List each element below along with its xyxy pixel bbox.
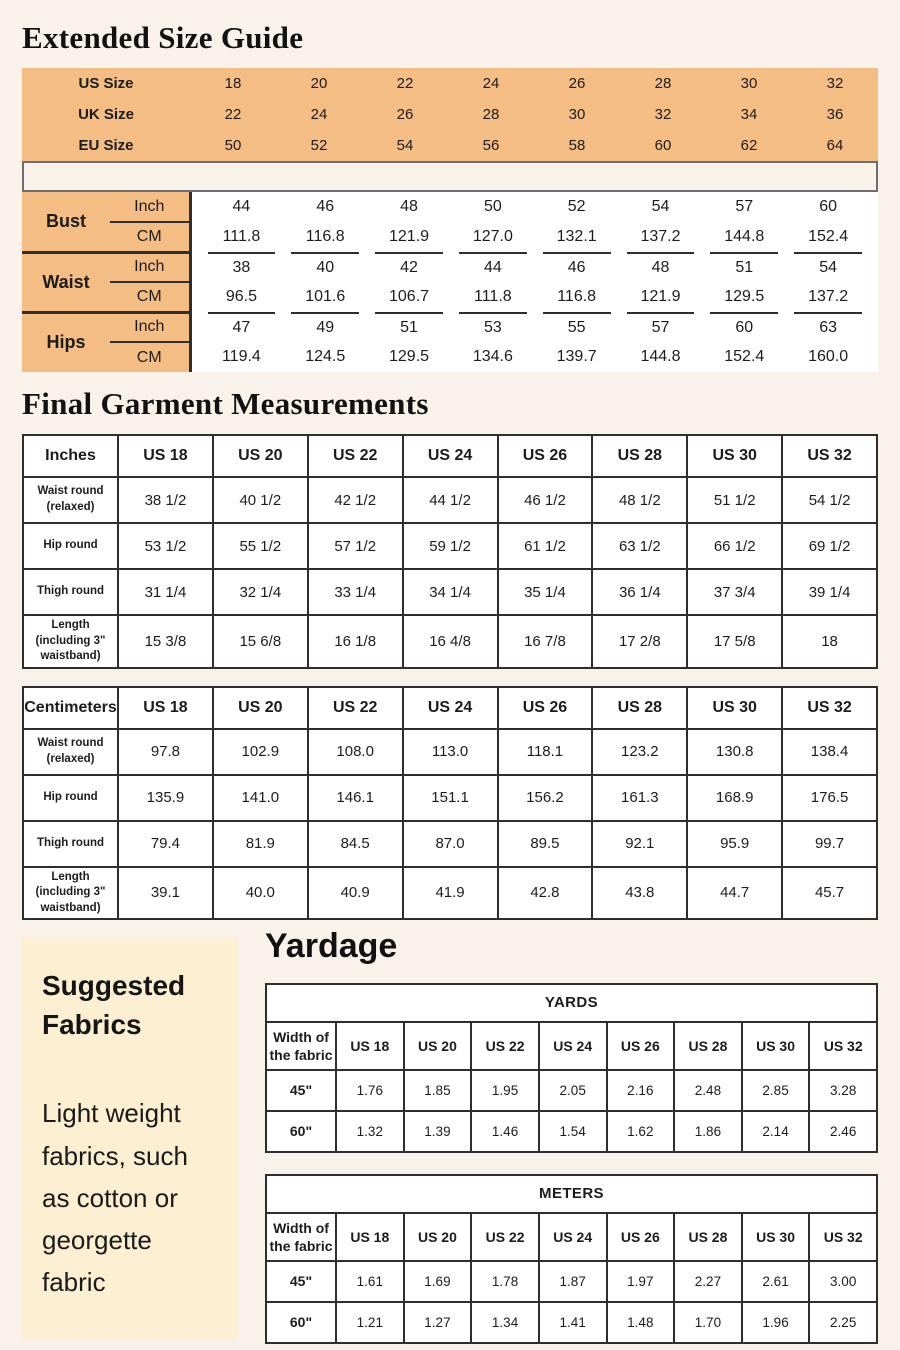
- table-cell: 2.16: [607, 1070, 675, 1111]
- table-cell: 16 7/8: [498, 615, 593, 668]
- table-cell: 132.1: [556, 228, 597, 245]
- corner-header-inches: Inches: [23, 435, 118, 477]
- table-cell: 49: [291, 312, 359, 342]
- table-cell: 59 1/2: [403, 523, 498, 569]
- row-label-us-size: US Size: [78, 75, 134, 92]
- table-cell: US 32: [782, 435, 877, 477]
- unit-label-cm: CM: [110, 282, 190, 312]
- table-cell: 17 2/8: [592, 615, 687, 668]
- table-cell: 32 1/4: [213, 569, 308, 615]
- table-cell: 144.8: [640, 348, 681, 365]
- table-cell: 38: [208, 252, 276, 282]
- header-row: [23, 687, 877, 729]
- table-row: [23, 477, 877, 523]
- table-cell: US 18: [118, 435, 213, 477]
- table-cell: 95.9: [687, 821, 782, 867]
- table-cell: 2.27: [674, 1261, 742, 1302]
- measure-label-waist: Waist: [22, 252, 110, 312]
- corner-header-fabric-width: Width of the fabric: [266, 1213, 336, 1261]
- table-cell: 1.78: [471, 1261, 539, 1302]
- table-cell: US 26: [498, 687, 593, 729]
- table-cell: 1.97: [607, 1261, 675, 1302]
- table-row: [208, 312, 863, 342]
- bottom-section: [22, 926, 900, 1344]
- table-cell: 40: [291, 252, 359, 282]
- table-cell: 1.54: [539, 1111, 607, 1152]
- table-cell: US 26: [607, 1213, 675, 1261]
- table-cell: 39 1/4: [782, 569, 877, 615]
- body-measurements-values: [192, 192, 879, 372]
- table-cell: 1.39: [404, 1111, 472, 1152]
- row-label-45in: 45": [266, 1070, 336, 1111]
- header-row: [23, 435, 877, 477]
- yardage-table-yards: [265, 983, 878, 1153]
- table-cell: 18: [782, 615, 877, 668]
- row-label-60in: 60": [266, 1111, 336, 1152]
- table-row: [23, 729, 877, 775]
- table-cell: 46 1/2: [498, 477, 593, 523]
- table-row: [22, 68, 878, 99]
- unit-label-cm: CM: [110, 342, 190, 372]
- table-title-row: [266, 984, 877, 1022]
- body-measurements-table: [22, 192, 878, 372]
- page-title: Extended Size Guide: [22, 20, 304, 55]
- table-cell: 57 1/2: [308, 523, 403, 569]
- table-cell: 55: [543, 312, 611, 342]
- table-cell: 48: [627, 252, 695, 282]
- table-cell: 156.2: [498, 775, 593, 821]
- table-cell: 79.4: [118, 821, 213, 867]
- table-row: [22, 252, 190, 282]
- row-label-thigh-round: Thigh round: [23, 821, 118, 867]
- table-cell: 15 6/8: [213, 615, 308, 668]
- table-cell: 62: [740, 137, 758, 154]
- garment-table-inches: [22, 434, 878, 669]
- table-cell: 160.0: [808, 348, 849, 365]
- meters-table-title: METERS: [266, 1175, 877, 1213]
- table-cell: 46: [316, 198, 335, 215]
- table-cell: US 20: [404, 1213, 472, 1261]
- table-cell: 146.1: [308, 775, 403, 821]
- table-cell: 35 1/4: [498, 569, 593, 615]
- table-cell: 1.70: [674, 1302, 742, 1343]
- table-cell: 63 1/2: [592, 523, 687, 569]
- table-cell: 52: [310, 137, 328, 154]
- table-cell: 28: [654, 75, 672, 92]
- suggested-fabrics-heading: Suggested Fabrics: [42, 970, 186, 1041]
- table-row: [266, 1261, 877, 1302]
- table-cell: 34 1/4: [403, 569, 498, 615]
- table-cell: 1.86: [674, 1111, 742, 1152]
- table-cell: 69 1/2: [782, 523, 877, 569]
- table-cell: 97.8: [118, 729, 213, 775]
- table-row: [23, 569, 877, 615]
- table-cell: US 18: [336, 1213, 404, 1261]
- corner-header-centimeters: Centimeters: [23, 687, 118, 729]
- table-cell: 48: [400, 198, 418, 215]
- table-cell: US 32: [809, 1213, 877, 1261]
- table-cell: 129.5: [389, 348, 430, 365]
- table-cell: 60: [654, 137, 672, 154]
- table-cell: 38 1/2: [118, 477, 213, 523]
- table-cell: 54: [651, 198, 670, 215]
- table-cell: 1.34: [471, 1302, 539, 1343]
- table-cell: 28: [482, 106, 500, 123]
- table-cell: 81.9: [213, 821, 308, 867]
- corner-header-fabric-width: Width of the fabric: [266, 1022, 336, 1070]
- table-cell: US 30: [687, 435, 782, 477]
- table-cell: 24: [482, 75, 500, 92]
- table-cell: US 30: [742, 1213, 810, 1261]
- table-cell: 99.7: [782, 821, 877, 867]
- row-label-length: Length (including 3" waistband): [23, 615, 118, 668]
- table-cell: 60: [710, 312, 778, 342]
- table-cell: US 26: [607, 1022, 675, 1070]
- table-cell: 134.6: [472, 348, 513, 365]
- table-cell: 60: [819, 198, 837, 215]
- table-cell: 32: [826, 75, 844, 92]
- table-title-row: [266, 1175, 877, 1213]
- table-cell: 141.0: [213, 775, 308, 821]
- yardage-table-meters: [265, 1174, 878, 1344]
- unit-label-inch: Inch: [110, 312, 190, 342]
- garment-table-centimeters: [22, 686, 878, 921]
- table-cell: 41.9: [403, 867, 498, 920]
- table-cell: 57: [735, 198, 754, 215]
- table-cell: 1.95: [471, 1070, 539, 1111]
- table-cell: 63: [794, 312, 862, 342]
- row-label-thigh-round: Thigh round: [23, 569, 118, 615]
- table-cell: 139.7: [556, 348, 597, 365]
- body-measurements-labels: [22, 192, 192, 372]
- table-cell: 51: [375, 312, 443, 342]
- measure-label-hips: Hips: [22, 312, 110, 372]
- yards-table-title: YARDS: [266, 984, 877, 1022]
- table-cell: 1.46: [471, 1111, 539, 1152]
- table-cell: 1.21: [336, 1302, 404, 1343]
- suggested-fabrics-panel: [22, 938, 238, 1340]
- table-cell: US 22: [308, 687, 403, 729]
- yardage-title: Yardage: [265, 927, 398, 966]
- table-cell: 127.0: [472, 228, 513, 245]
- table-cell: 151.1: [403, 775, 498, 821]
- table-cell: 3.28: [809, 1070, 877, 1111]
- table-cell: 40.0: [213, 867, 308, 920]
- table-cell: 1.85: [404, 1070, 472, 1111]
- body-measurements-values-table: [192, 192, 879, 372]
- table-cell: 161.3: [592, 775, 687, 821]
- table-row: [208, 342, 863, 372]
- table-row: [23, 775, 877, 821]
- table-cell: US 32: [782, 687, 877, 729]
- blank-row: [22, 161, 878, 192]
- table-cell: 40 1/2: [213, 477, 308, 523]
- table-row: [208, 192, 863, 222]
- table-cell: 3.00: [809, 1261, 877, 1302]
- table-row: [22, 130, 878, 161]
- table-cell: 84.5: [308, 821, 403, 867]
- table-cell: 176.5: [782, 775, 877, 821]
- table-cell: 119.4: [221, 348, 261, 365]
- row-label-60in: 60": [266, 1302, 336, 1343]
- table-cell: 2.14: [742, 1111, 810, 1152]
- table-cell: 152.4: [724, 348, 765, 365]
- table-cell: 15 3/8: [118, 615, 213, 668]
- table-cell: 53 1/2: [118, 523, 213, 569]
- table-cell: 54: [794, 252, 862, 282]
- table-cell: 124.5: [305, 348, 346, 365]
- table-cell: 1.69: [404, 1261, 472, 1302]
- table-cell: US 28: [592, 435, 687, 477]
- table-cell: 130.8: [687, 729, 782, 775]
- table-cell: 106.7: [389, 288, 430, 305]
- table-cell: US 24: [539, 1022, 607, 1070]
- table-cell: 31 1/4: [118, 569, 213, 615]
- table-row: [266, 1302, 877, 1343]
- table-row: [208, 282, 863, 312]
- table-cell: 138.4: [782, 729, 877, 775]
- table-cell: 33 1/4: [308, 569, 403, 615]
- table-row: [22, 312, 190, 342]
- table-cell: US 22: [308, 435, 403, 477]
- table-cell: 87.0: [403, 821, 498, 867]
- header-row: [266, 1022, 877, 1070]
- table-cell: 121.9: [640, 288, 681, 305]
- table-row: [266, 1070, 877, 1111]
- table-cell: 57: [627, 312, 695, 342]
- header-row: [266, 1213, 877, 1261]
- table-cell: 18: [224, 75, 242, 92]
- suggested-fabrics-text: Light weight fabrics, such as cotton or georgette fabric: [42, 1098, 188, 1297]
- table-cell: 54: [396, 137, 414, 154]
- unit-label-cm: CM: [110, 222, 190, 252]
- table-cell: 44: [232, 198, 251, 215]
- table-cell: 50: [224, 137, 242, 154]
- table-cell: 42: [375, 252, 443, 282]
- table-cell: 44: [459, 252, 527, 282]
- table-cell: 1.41: [539, 1302, 607, 1343]
- table-cell: 37 3/4: [687, 569, 782, 615]
- table-cell: 137.2: [640, 228, 681, 245]
- table-cell: 129.5: [724, 288, 765, 305]
- table-cell: 121.9: [389, 228, 430, 245]
- table-cell: 42 1/2: [308, 477, 403, 523]
- table-cell: 1.48: [607, 1302, 675, 1343]
- yardage-section: [265, 926, 878, 1344]
- table-row: [23, 821, 877, 867]
- row-label-length: Length (including 3" waistband): [23, 867, 118, 920]
- table-cell: 2.48: [674, 1070, 742, 1111]
- table-row: [22, 192, 190, 222]
- table-cell: 58: [568, 137, 586, 154]
- table-cell: US 28: [674, 1022, 742, 1070]
- row-label-uk-size: UK Size: [78, 106, 134, 123]
- row-label-45in: 45": [266, 1261, 336, 1302]
- table-cell: 26: [396, 106, 414, 123]
- table-cell: US 18: [118, 687, 213, 729]
- table-cell: US 20: [213, 435, 308, 477]
- table-cell: US 30: [687, 687, 782, 729]
- table-cell: 1.62: [607, 1111, 675, 1152]
- table-cell: 30: [740, 75, 758, 92]
- unit-label-inch: Inch: [110, 192, 190, 222]
- row-label-hip-round: Hip round: [23, 775, 118, 821]
- row-label-eu-size: EU Size: [78, 137, 134, 154]
- table-cell: 2.05: [539, 1070, 607, 1111]
- table-cell: US 28: [674, 1213, 742, 1261]
- table-cell: 111.8: [222, 228, 261, 245]
- table-cell: 32: [654, 106, 672, 123]
- garment-measurements-title: Final Garment Measurements: [22, 386, 429, 421]
- table-row: [266, 1111, 877, 1152]
- table-cell: 16 4/8: [403, 615, 498, 668]
- table-row: [208, 252, 863, 282]
- table-cell: 135.9: [118, 775, 213, 821]
- table-cell: 30: [568, 106, 586, 123]
- table-cell: 1.61: [336, 1261, 404, 1302]
- table-cell: 111.8: [474, 288, 512, 305]
- table-cell: 34: [740, 106, 758, 123]
- table-cell: 116.8: [305, 228, 345, 245]
- table-cell: US 24: [403, 435, 498, 477]
- unit-label-inch: Inch: [110, 252, 190, 282]
- row-label-waist-round: Waist round (relaxed): [23, 729, 118, 775]
- table-cell: 53: [459, 312, 527, 342]
- table-cell: 144.8: [724, 228, 765, 245]
- table-cell: 2.46: [809, 1111, 877, 1152]
- table-cell: US 20: [404, 1022, 472, 1070]
- table-cell: 66 1/2: [687, 523, 782, 569]
- table-cell: 36: [826, 106, 844, 123]
- table-cell: 42.8: [498, 867, 593, 920]
- table-cell: 137.2: [808, 288, 849, 305]
- table-cell: 96.5: [225, 288, 257, 305]
- table-cell: 17 5/8: [687, 615, 782, 668]
- table-cell: 92.1: [592, 821, 687, 867]
- table-cell: 61 1/2: [498, 523, 593, 569]
- row-label-hip-round: Hip round: [23, 523, 118, 569]
- table-cell: 48 1/2: [592, 477, 687, 523]
- table-cell: 24: [310, 106, 328, 123]
- table-row: [23, 867, 877, 920]
- table-cell: 50: [483, 198, 502, 215]
- table-cell: US 18: [336, 1022, 404, 1070]
- table-cell: 51 1/2: [687, 477, 782, 523]
- table-cell: US 30: [742, 1022, 810, 1070]
- table-cell: 2.25: [809, 1302, 877, 1343]
- table-cell: 55 1/2: [213, 523, 308, 569]
- table-row: [23, 615, 877, 668]
- table-cell: 101.6: [305, 288, 346, 305]
- table-cell: 89.5: [498, 821, 593, 867]
- table-cell: 152.4: [808, 228, 849, 245]
- table-cell: 102.9: [213, 729, 308, 775]
- table-cell: 43.8: [592, 867, 687, 920]
- table-cell: 44.7: [687, 867, 782, 920]
- table-cell: 1.76: [336, 1070, 404, 1111]
- table-cell: US 24: [403, 687, 498, 729]
- table-cell: US 24: [539, 1213, 607, 1261]
- table-cell: 2.85: [742, 1070, 810, 1111]
- table-cell: 16 1/8: [308, 615, 403, 668]
- table-cell: 22: [396, 75, 414, 92]
- table-cell: 108.0: [308, 729, 403, 775]
- table-cell: US 20: [213, 687, 308, 729]
- table-cell: 118.1: [498, 729, 593, 775]
- table-cell: 168.9: [687, 775, 782, 821]
- table-cell: 1.27: [404, 1302, 472, 1343]
- table-cell: 40.9: [308, 867, 403, 920]
- table-cell: 1.32: [336, 1111, 404, 1152]
- table-row: [22, 99, 878, 130]
- table-cell: 36 1/4: [592, 569, 687, 615]
- row-label-waist-round: Waist round (relaxed): [23, 477, 118, 523]
- table-cell: 123.2: [592, 729, 687, 775]
- size-conversion-table: [22, 68, 878, 161]
- table-cell: 64: [826, 137, 844, 154]
- table-cell: 113.0: [403, 729, 498, 775]
- table-cell: 45.7: [782, 867, 877, 920]
- table-cell: 26: [568, 75, 586, 92]
- table-cell: 22: [224, 106, 242, 123]
- table-cell: 1.96: [742, 1302, 810, 1343]
- table-cell: 2.61: [742, 1261, 810, 1302]
- table-cell: 116.8: [557, 288, 597, 305]
- table-cell: 52: [567, 198, 586, 215]
- table-cell: US 22: [471, 1022, 539, 1070]
- table-cell: 20: [310, 75, 328, 92]
- table-cell: US 22: [471, 1213, 539, 1261]
- table-cell: 47: [208, 312, 276, 342]
- measure-label-bust: Bust: [46, 210, 86, 231]
- table-cell: 1.87: [539, 1261, 607, 1302]
- table-cell: 56: [482, 137, 500, 154]
- table-cell: 46: [543, 252, 611, 282]
- table-cell: US 28: [592, 687, 687, 729]
- table-cell: 39.1: [118, 867, 213, 920]
- table-cell: 51: [710, 252, 778, 282]
- table-cell: US 32: [809, 1022, 877, 1070]
- table-cell: US 26: [498, 435, 593, 477]
- table-row: [208, 222, 863, 252]
- table-row: [23, 523, 877, 569]
- table-cell: 54 1/2: [782, 477, 877, 523]
- table-cell: 44 1/2: [403, 477, 498, 523]
